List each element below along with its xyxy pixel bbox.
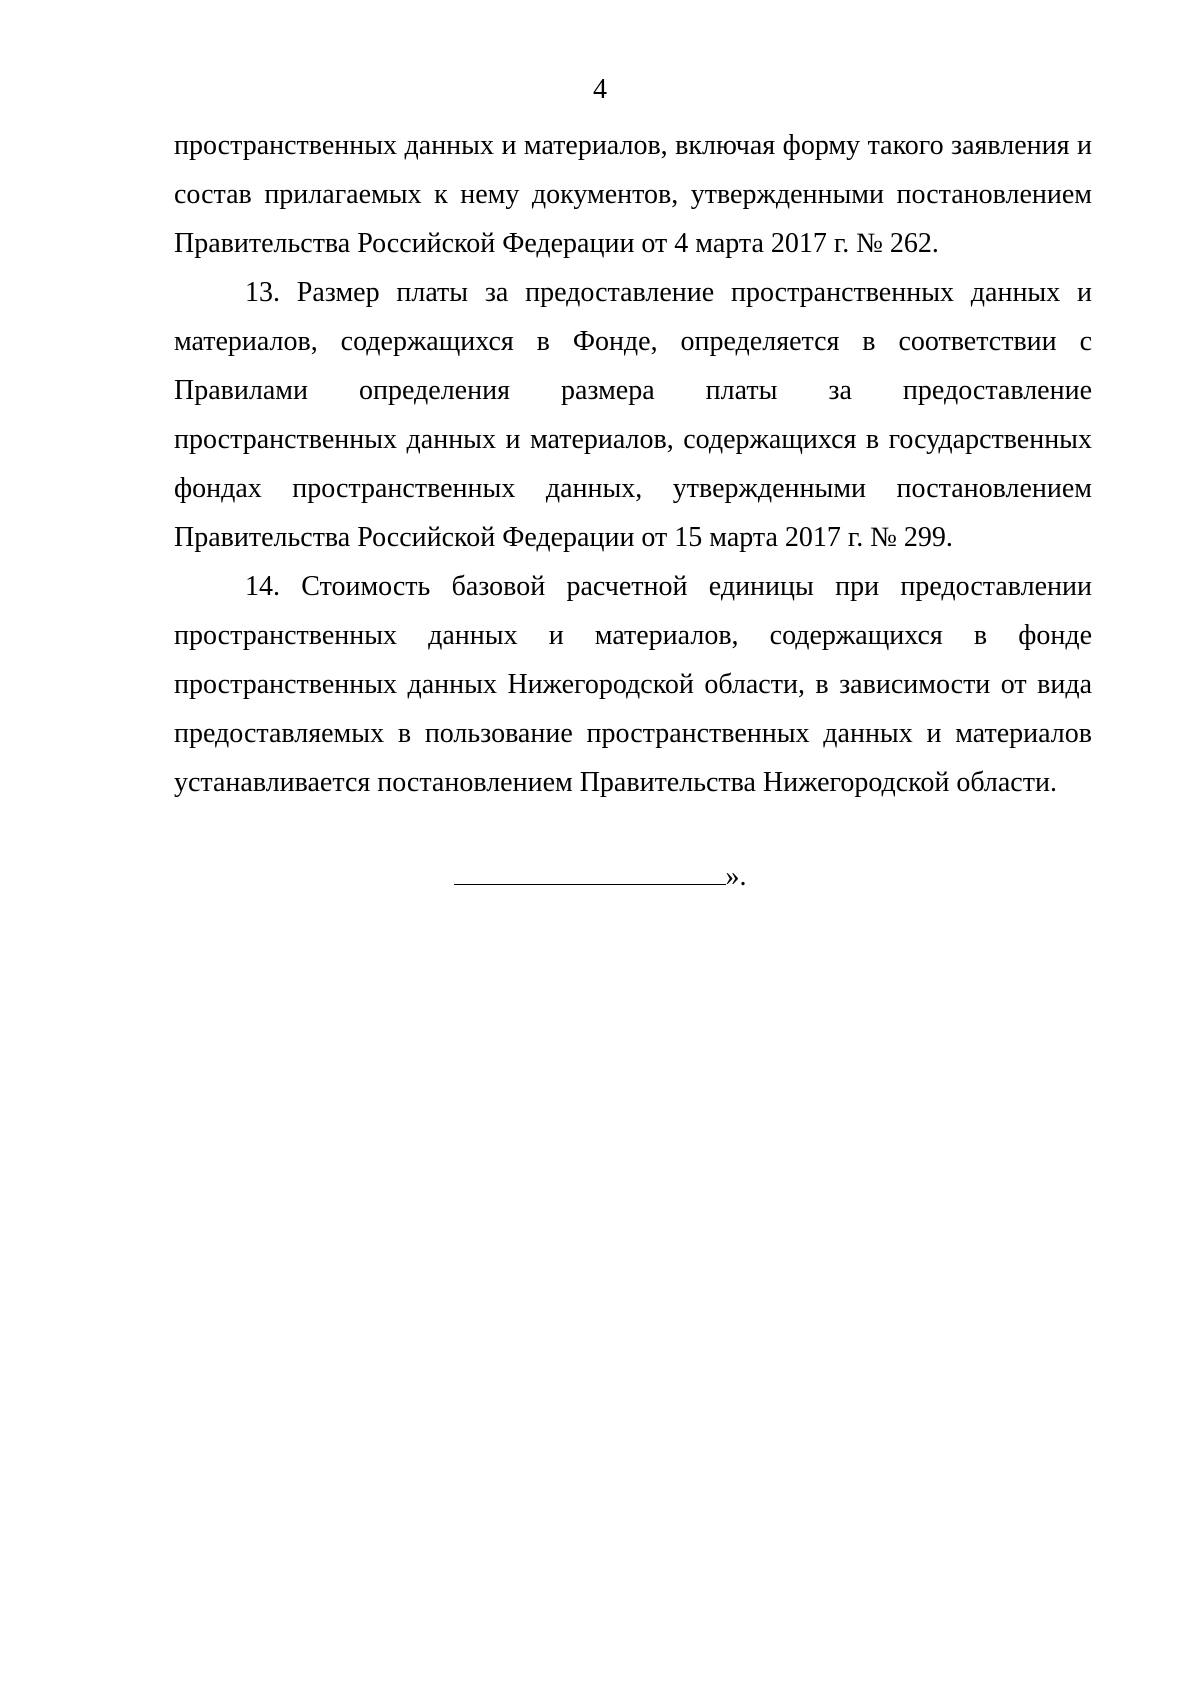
paragraph-13-fee-size: 13. Размер платы за предоставление пространственных данных и материалов, содержащихся в Фонде, определяется в соответствии с Правилами определения размера платы за предоставление пространственных данных и материалов, содержащихся в государственных фондах пространственных данных, утвержденными постановлением Правительства Российской Федерации от 15 марта 2017 г. № 299. [174,277,1092,553]
page-number: 4 [593,74,607,105]
closing-quote-mark: ». [725,861,747,892]
closing-block [0,858,1200,895]
closing-underline [454,858,726,885]
paragraph-continuation: пространственных данных и материалов, включая форму такого заявления и состав прилагаемых к нему документов, утвержденными постановлением Правительства Российской Федерации от 4 марта 2017 г. № 262. [174,130,1092,259]
document-body [174,121,1092,807]
paragraph-14-base-unit-cost: 14. Стоимость базовой расчетной единицы при предоставлении пространственных данных и материалов, содержащихся в фонде пространственных данных Нижегородской области, в зависимости от вида предоставляемых в пользование пространственных данных и материалов устанавливается постановлением Правительства Нижегородской области. [174,571,1092,798]
